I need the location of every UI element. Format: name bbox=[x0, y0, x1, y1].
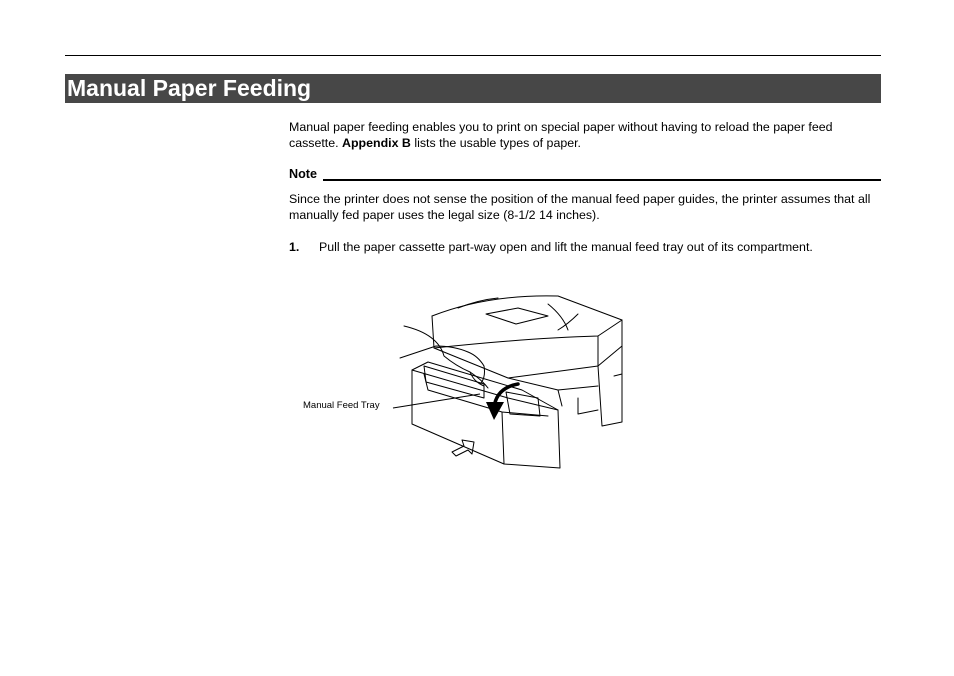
intro-paragraph bbox=[289, 119, 881, 151]
step-text: Pull the paper cassette part-way open and lift the manual feed tray out of its compartment. bbox=[319, 240, 813, 254]
note-paragraph: Since the printer does not sense the position of the manual feed paper guides, the printer assumes that all manually fed paper uses the legal size (8-1/2 14 inches). bbox=[289, 192, 871, 222]
callout-leader-line bbox=[392, 390, 482, 410]
intro-text-end: lists the usable types of paper. bbox=[410, 136, 582, 150]
section-title-bar bbox=[65, 74, 881, 103]
intro-text-start: Manual paper feeding enables you to print on special paper without having to reload the paper feed cassette. bbox=[289, 120, 833, 150]
section-title: Manual Paper Feeding bbox=[67, 75, 312, 101]
note-label: Note bbox=[289, 166, 321, 182]
manual-feed-tray-callout: Manual Feed Tray bbox=[303, 400, 380, 411]
note-heading bbox=[289, 166, 881, 182]
top-divider bbox=[65, 55, 881, 56]
appendix-reference: Appendix B bbox=[342, 136, 411, 150]
note-rule bbox=[323, 179, 881, 181]
printer-illustration bbox=[398, 286, 624, 472]
step-number: 1. bbox=[289, 240, 300, 254]
